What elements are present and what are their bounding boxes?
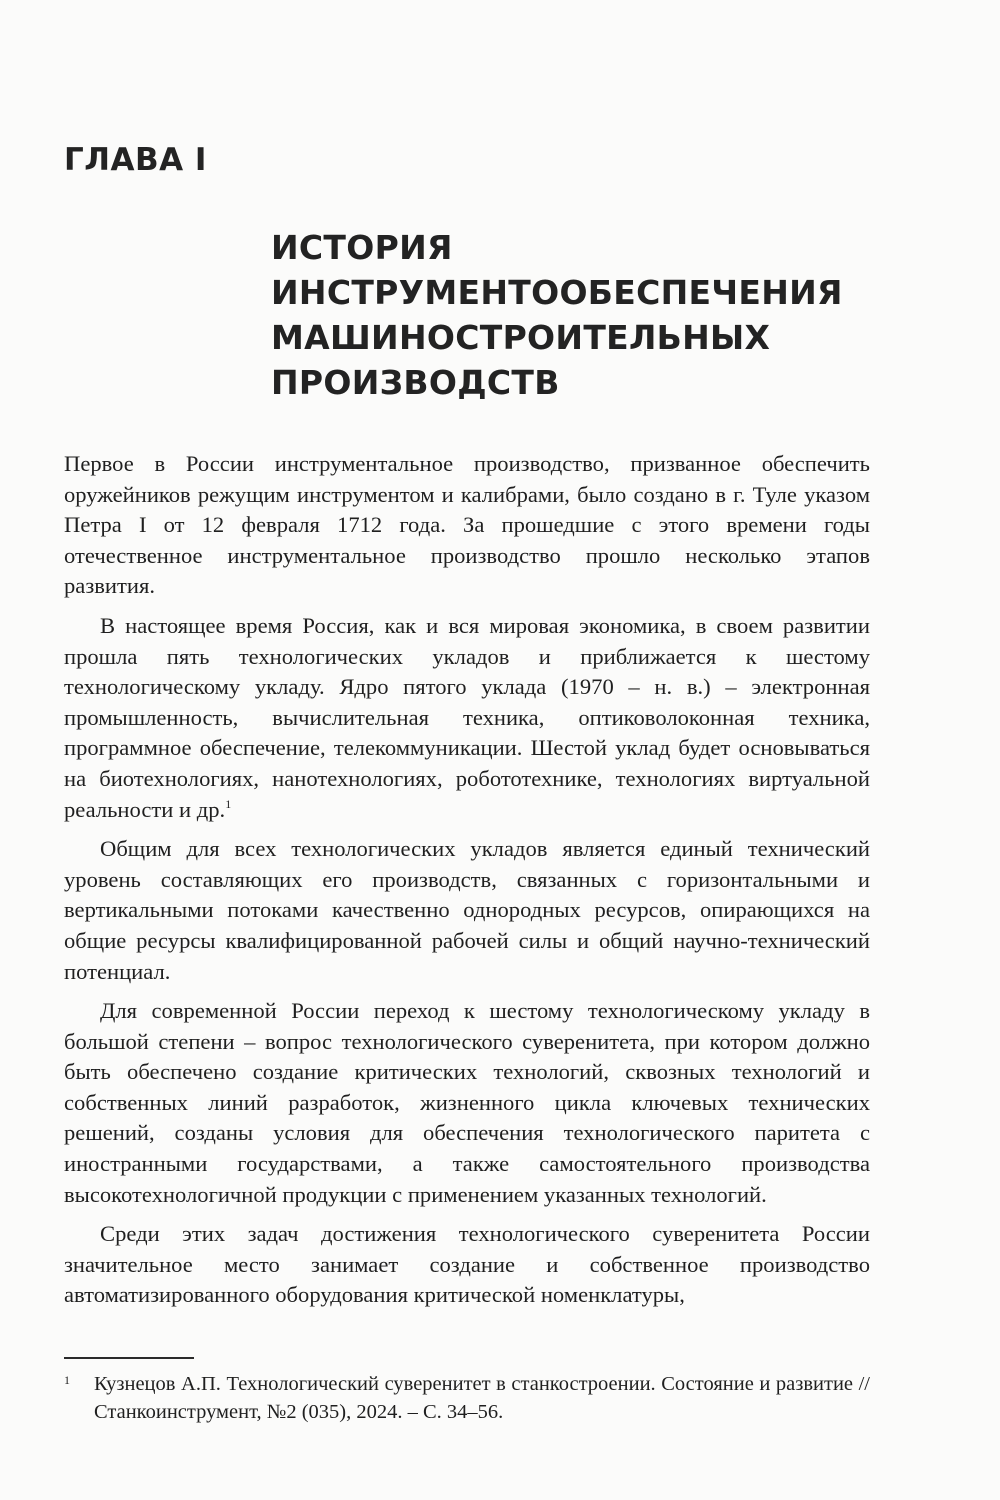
chapter-title (271, 225, 911, 405)
paragraph-text: В настоящее время Россия, как и вся мировая экономика, в своем развитии прошла пять технологических укладов и приближается к шестому технологическому укладу. Ядро пятого уклада (1970 – н. в.) – электронная промышленность, вычислительная техника, оптиковолоконная техника, программное обеспечение, телекоммуникации. Шестой уклад будет основываться на биотехнологиях, нанотехнологиях, робототехнике, технологиях виртуальной реальности и др. (64, 612, 870, 822)
chapter-label: ГЛАВА I (64, 142, 207, 178)
footnote-reference[interactable]: 1 (225, 796, 232, 811)
paragraph: Общим для всех технологических укладов является единый технический уровень составляющих его производств, связанных с горизонтальными и вертикальными потоками качественно однородных ресурсов, опирающихся на общие ресурсы квалифицированной рабочей силы и общий научно-технический потенциал. (64, 836, 870, 984)
paragraph: Для современной России переход к шестому технологическому укладу в большой степени – вопрос технологического суверенитета, при котором должно быть обеспечено создание критических технологий, сквозных технологий и собственных линий разработок, жизненного цикла ключевых технических решений, созданы условия для обеспечения технологического паритета с иностранными государствами, а также самостоятельного производства высокотехнологичной продукции с применением указанных технологий. (64, 998, 870, 1207)
paragraph (64, 611, 870, 825)
chapter-title-line: ИНСТРУМЕНТООБЕСПЕЧЕНИЯ (271, 273, 843, 312)
chapter-title-line: ПРОИЗВОДСТВ (271, 363, 560, 402)
paragraph: Среди этих задач достижения технологического суверенитета России значительное место занимает создание и собственное производство автоматизированного оборудования критической номенклатуры, (64, 1221, 870, 1308)
chapter-title-line: ИСТОРИЯ (271, 228, 453, 267)
footnote (64, 1370, 870, 1426)
footnote-number: 1 (64, 1373, 70, 1387)
body-text (64, 449, 870, 1320)
footnote-divider (64, 1357, 194, 1359)
footnote-text: Кузнецов А.П. Технологический суверенитет в станкостроении. Состояние и развитие // Станкоинструмент, №2 (035), 2024. – С. 34–56. (94, 1373, 870, 1423)
paragraph: Первое в России инструментальное производство, призванное обеспечить оружейников режущим инструментом и калибрами, было создано в г. Туле указом Петра I от 12 февраля 1712 года. За прошедшие с этого времени годы отечественное инструментальное производство прошло несколько этапов развития. (64, 451, 870, 599)
chapter-title-line: МАШИНОСТРОИТЕЛЬНЫХ (271, 318, 771, 357)
